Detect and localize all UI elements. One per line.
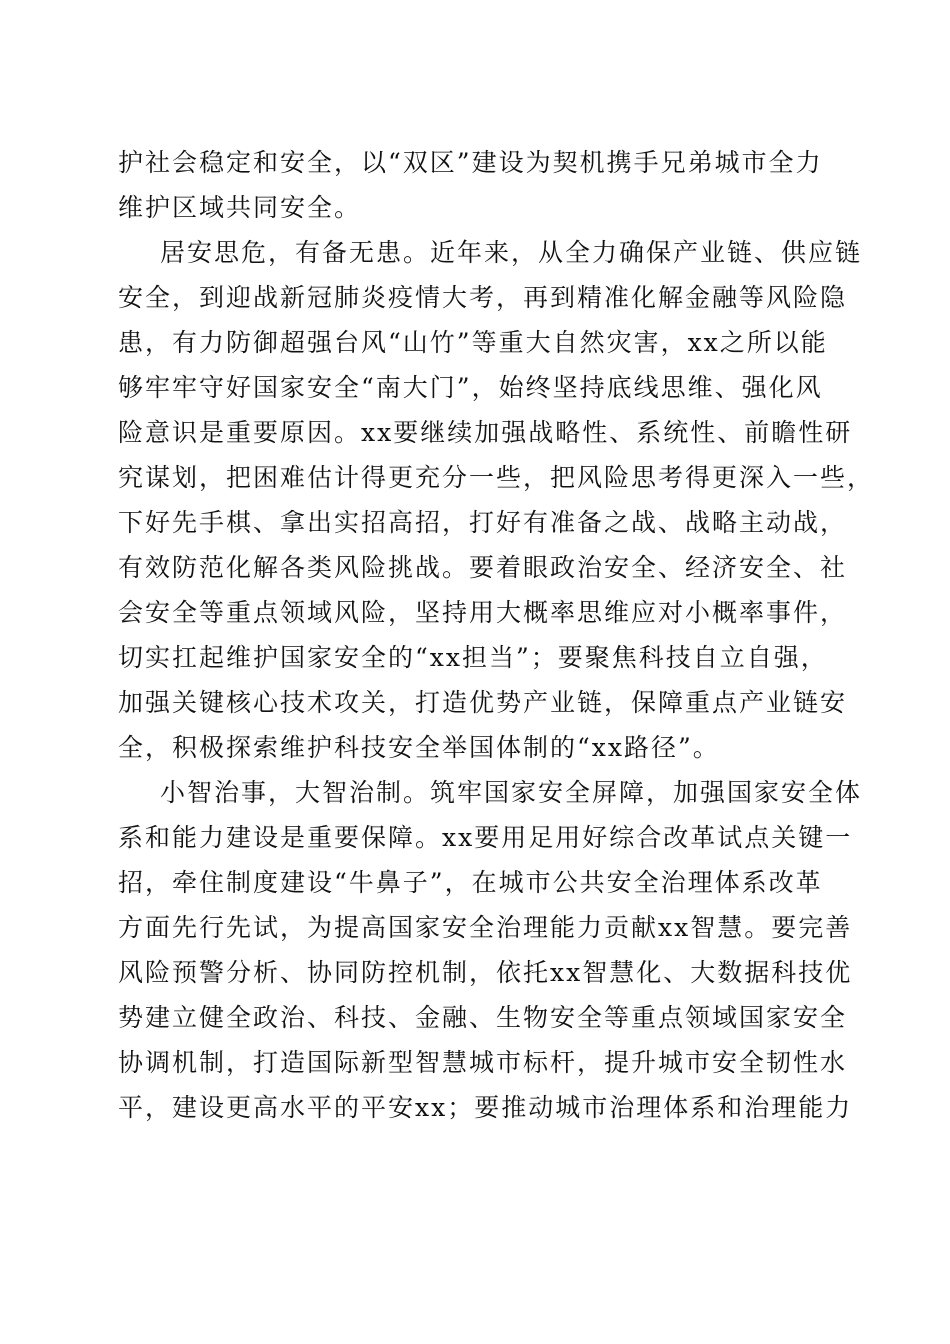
text-line: 势建立健全政治、科技、金融、生物安全等重点领域国家安全 (118, 1003, 848, 1032)
text-line: 患，有力防御超强台风“山竹”等重大自然灾害，xx之所以能 (118, 328, 828, 357)
text-line: 够牢牢守好国家安全“南大门”，始终坚持底线思维、强化风 (118, 373, 823, 402)
text-line: 全，积极探索维护科技安全举国体制的“xx路径”。 (118, 733, 720, 762)
text-line: 方面先行先试，为提高国家安全治理能力贡献xx智慧。要完善 (118, 913, 853, 942)
text-line: 协调机制，打造国际新型智慧城市标杆，提升城市安全韧性水 (118, 1048, 848, 1077)
text-line: 护社会稳定和安全，以“双区”建设为契机携手兄弟城市全力 (118, 148, 823, 177)
text-line: 切实扛起维护国家安全的“xx担当”；要聚焦科技自立自强， (118, 643, 828, 672)
text-line: 究谋划，把困难估计得更充分一些，把风险思考得更深入一些， (118, 463, 875, 492)
text-line: 维护区域共同安全。 (118, 193, 362, 222)
paragraph-first-line: 小智治事，大智治制。筑牢国家安全屏障，加强国家安全体 (160, 778, 863, 807)
text-line: 会安全等重点领域风险，坚持用大概率思维应对小概率事件， (118, 598, 848, 627)
text-line: 下好先手棋、拿出实招高招，打好有准备之战、战略主动战， (118, 508, 848, 537)
text-line: 平，建设更高水平的平安xx；要推动城市治理体系和治理能力 (118, 1093, 853, 1122)
text-line: 系和能力建设是重要保障。xx要用足用好综合改革试点关键一 (118, 823, 853, 852)
text-line: 有效防范化解各类风险挑战。要着眼政治安全、经济安全、社 (118, 553, 848, 582)
text-line: 招，牵住制度建设“牛鼻子”，在城市公共安全治理体系改革 (118, 868, 823, 897)
text-line: 险意识是重要原因。xx要继续加强战略性、系统性、前瞻性研 (118, 418, 853, 447)
paragraph-first-line: 居安思危，有备无患。近年来，从全力确保产业链、供应链 (160, 238, 863, 267)
text-line: 加强关键核心技术攻关，打造优势产业链，保障重点产业链安 (118, 688, 848, 717)
text-line: 安全，到迎战新冠肺炎疫情大考，再到精准化解金融等风险隐 (118, 283, 848, 312)
text-line: 风险预警分析、协同防控机制，依托xx智慧化、大数据科技优 (118, 958, 853, 987)
